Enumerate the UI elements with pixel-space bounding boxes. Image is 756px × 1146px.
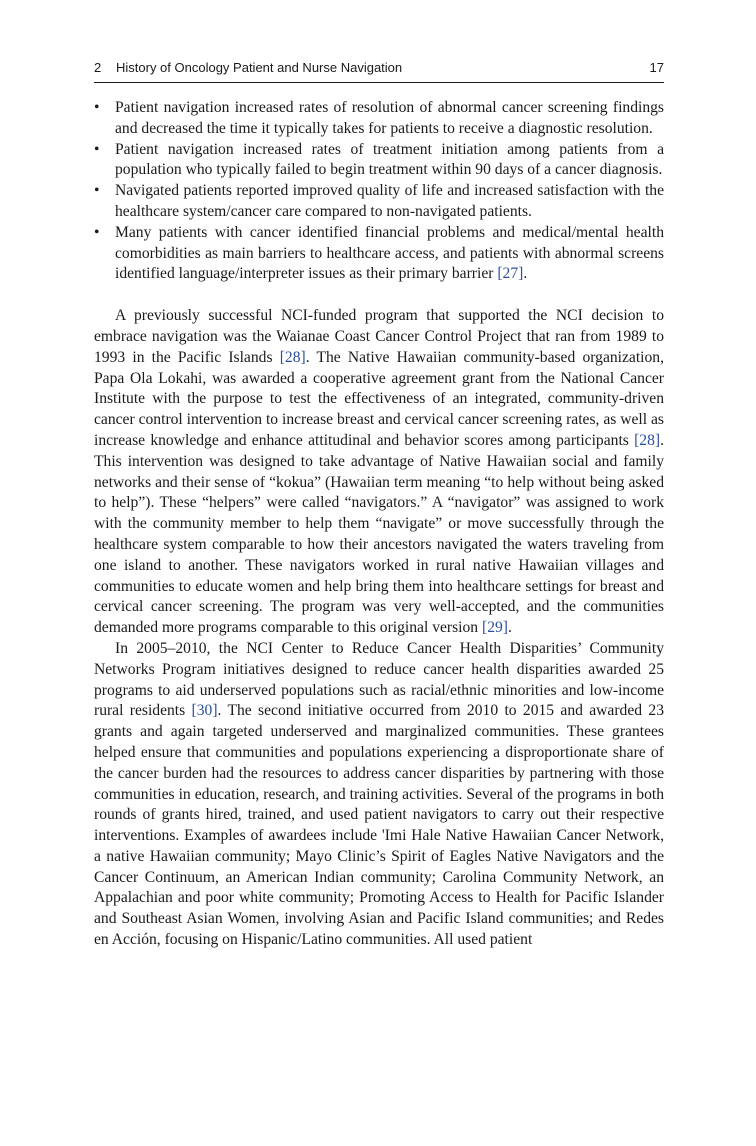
paragraph-text: . (508, 619, 512, 637)
chapter-title: History of Oncology Patient and Nurse Navigation (116, 60, 403, 75)
bullet-icon: • (94, 182, 100, 200)
page-number: 17 (649, 60, 664, 75)
bullet-icon: • (94, 223, 100, 241)
chapter-number: 2 (94, 60, 102, 75)
paragraph (94, 639, 664, 951)
running-head (94, 60, 664, 83)
findings-list (94, 98, 664, 285)
citation-link[interactable]: [29] (482, 619, 508, 637)
citation-link[interactable]: [28] (634, 431, 661, 449)
bullet-icon: • (94, 99, 100, 116)
list-item-text: Many patients with cancer identified financial problems and medical/mental health comorbidities as main barriers to healthcare access, and patients with abnormal screens identified language/interpreter issues as their primary barrier (115, 223, 664, 283)
citation-link[interactable]: [27] (497, 265, 524, 283)
paragraph-text: . This intervention was designed to take advantage of Native Hawaiian social and family networks and their sense of “kokua” (Hawaiian term meaning “to help without being asked to help”). These “helpers” were called “navigators.” A “navigator” was assigned to work with the community member to help them “navigate” or move successfully through the healthcare system comparable to how their ancestors navigated the waters traveling from one island to another. These navigators worked in rural native Hawaiian villages and communities to educate women and help bring them into healthcare settings for breast and cervical cancer screening. The program was very well-accepted, and the communities demanded more programs comparable to this original version (94, 431, 664, 637)
list-item (94, 181, 664, 223)
citation-link[interactable]: [30] (191, 702, 218, 720)
paragraph-text: A previously successful NCI-funded program that supported the NCI decision to embrace navigation was the Waianae Coast Cancer Control Project that ran from 1989 to 1993 in the Pacific Islands (94, 307, 664, 366)
list-item (94, 223, 664, 285)
paragraph-text: In 2005–2010, the NCI Center to Reduce Cancer Health Disparities’ Community Networks Program initiatives designed to reduce cancer health disparities awarded 25 programs to aid underserved populations such as racial/ethnic minorities and low-income rural residents (94, 639, 664, 720)
list-item-text: Navigated patients reported improved quality of life and increased satisfaction with the healthcare system/cancer care compared to non-navigated patients. (115, 182, 664, 220)
list-item-text: Patient navigation increased rates of resolution of abnormal cancer screening findings and decreased the time it typically takes for patients to receive a diagnostic resolution. (115, 99, 664, 137)
paragraph (94, 306, 664, 639)
paragraph-spacer (94, 285, 664, 306)
bullet-icon: • (94, 140, 100, 158)
citation-link[interactable]: [28] (279, 348, 306, 366)
body-text (94, 98, 664, 951)
paragraph-text: . The second initiative occurred from 2010 to 2015 and awarded 23 grants and again targeted underserved and marginalized communities. These grantees helped ensure that communities and populations experiencing a disproportionate share of the cancer burden had the resources to address cancer disparities by partnering with those communities in education, research, and training activities. Several of the programs in both rounds of grants hired, trained, and used patient navigators to carry out their respective interventions. Examples of awardees include 'Imi Hale Native Hawaiian Cancer Network, a native Hawaiian community; Mayo Clinic’s Spirit of Eagles Native Navigators and the Cancer Continuum, an American Indian community; Carolina Community Network, an Appalachian and poor white community; Promoting Access to Health for Pacific Islander and Southeast Asian Women, involving Asian and Pacific Island communities; and Redes en Acción, focusing on Hispanic/Latino communities. All used patient (94, 702, 664, 949)
paragraph-text: . The Native Hawaiian community-based organization, Papa Ola Lokahi, was awarded a cooperative agreement grant from the National Cancer Institute with the purpose to test the effectiveness of an integrated, community-driven cancer control intervention to increase breast and cervical cancer screening rates, as well as increase knowledge and enhance attitudinal and behavior scores among participants (94, 348, 664, 449)
list-item-text: Patient navigation increased rates of treatment initiation among patients from a population who typically failed to begin treatment within 90 days of a cancer diagnosis. (115, 140, 664, 179)
list-item (94, 98, 664, 140)
list-item-text-end: . (523, 265, 528, 283)
list-item (94, 140, 664, 182)
